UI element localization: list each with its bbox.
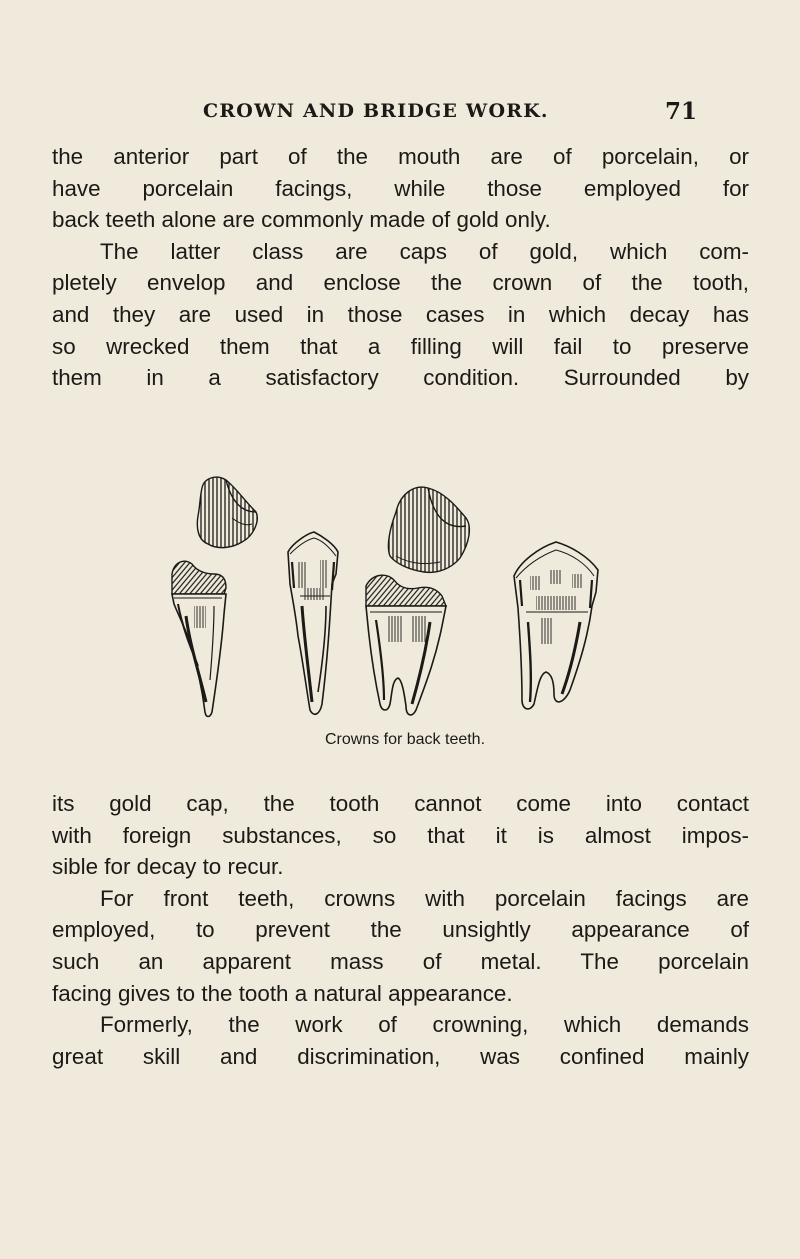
molar-with-separate-cap-icon xyxy=(366,487,469,715)
gold-cap-section-icon xyxy=(288,532,338,714)
text-line: such an apparent mass of metal. The porcelain xyxy=(52,948,749,974)
running-title: CROWN AND BRIDGE WORK. xyxy=(203,100,549,122)
text-line: have porcelain facings, while those employed for xyxy=(52,175,749,201)
text-line: its gold cap, the tooth cannot come into contact xyxy=(52,791,749,816)
text-line: facing gives to the tooth a natural appearance. xyxy=(52,980,513,1006)
text-line: and they are used in those cases in which decay has xyxy=(52,301,749,327)
text-line: pletely envelop and enclose the crown of the tooth, xyxy=(52,270,749,296)
text-line: employed, to prevent the unsightly appearance of xyxy=(52,917,749,943)
text-line: Formerly, the work of crowning, which demands xyxy=(100,1012,749,1038)
text-line: back teeth alone are commonly made of gold only. xyxy=(52,207,551,233)
page-number: 71 xyxy=(665,98,698,125)
text-block-top xyxy=(52,141,749,394)
text-line: so wrecked them that a filling will fail to preserve xyxy=(52,333,749,359)
text-block-bottom xyxy=(52,788,749,1072)
molar-cap-section-icon xyxy=(514,542,598,709)
tooth-with-separate-cap-icon xyxy=(172,477,257,716)
text-line: the anterior part of the mouth are of porcelain, or xyxy=(52,144,749,169)
running-head xyxy=(0,96,800,130)
text-line: them in a satisfactory condition. Surrounded by xyxy=(52,365,749,391)
figure-caption: Crowns for back teeth. xyxy=(324,731,486,748)
text-line: sible for decay to recur. xyxy=(52,854,284,880)
text-line: with foreign substances, so that it is almost impos- xyxy=(52,822,749,848)
teeth-illustration xyxy=(160,466,630,731)
text-line: For front teeth, crowns with porcelain facings are xyxy=(100,885,749,911)
text-line: The latter class are caps of gold, which com- xyxy=(100,238,749,264)
text-line: great skill and discrimination, was confined mainly xyxy=(52,1043,749,1069)
